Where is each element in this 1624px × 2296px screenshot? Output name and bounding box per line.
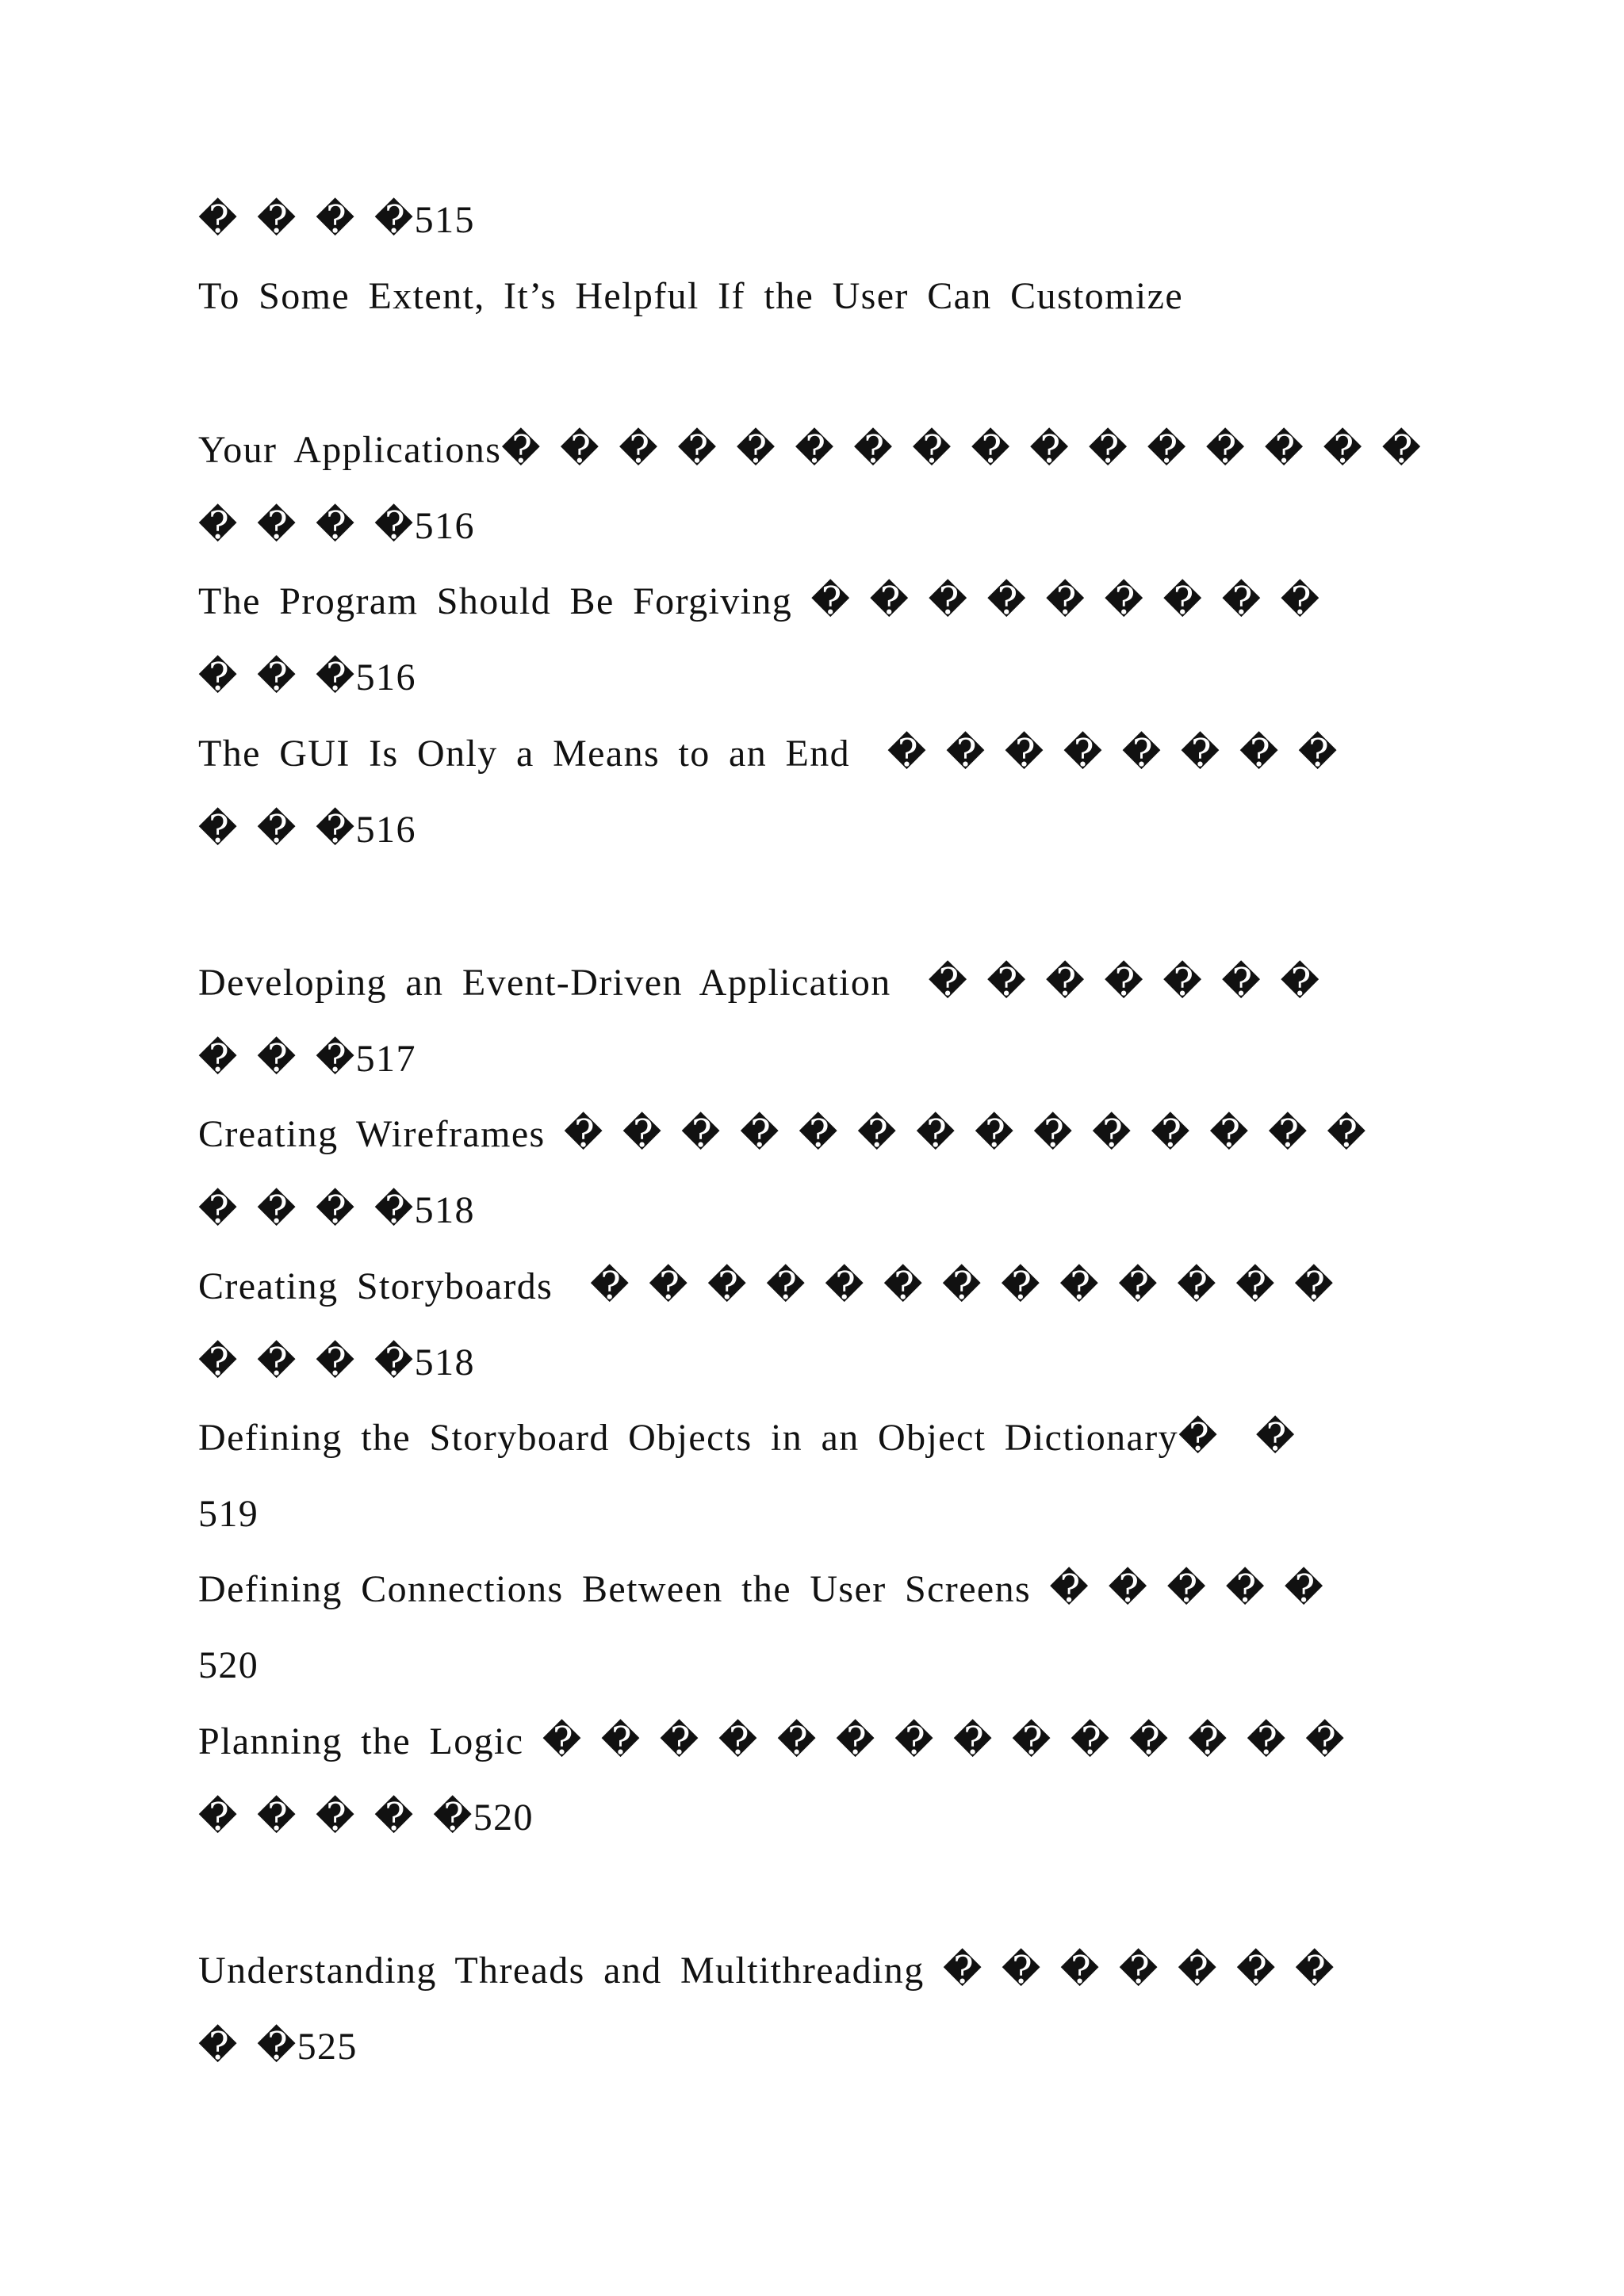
toc-entry-line: The Program Should Be Forgiving � � � � � � � � �: [198, 580, 1321, 622]
toc-entry-line: Understanding Threads and Multithreading � � � � � � �: [198, 1950, 1335, 1992]
toc-page-number-line: 519: [198, 1493, 259, 1535]
toc-entry-line: Your Applications� � � � � � � � � � � � � � � �: [198, 429, 1423, 471]
toc-page-number-line: � � � � �520: [198, 1797, 534, 1839]
toc-entry-line: To Some Extent, It’s Helpful If the User Can Customize: [198, 275, 1184, 317]
toc-page-number-line: � � �516: [198, 656, 416, 698]
toc-page-number-line: � � � �518: [198, 1341, 475, 1383]
toc-entry-line: Defining Connections Between the User Screens � � � � �: [198, 1568, 1325, 1610]
toc-entry-line: Planning the Logic � � � � � � � � � � � � � �: [198, 1720, 1346, 1762]
toc-entry-line: The GUI Is Only a Means to an End � � � � � � � �: [198, 733, 1339, 775]
toc-page-number-line: � � � �515: [198, 199, 475, 241]
toc-entry-line: Developing an Event-Driven Application � � � � � � �: [198, 962, 1321, 1004]
toc-page-number-line: � �525: [198, 2026, 358, 2068]
toc-entry-line: Creating Wireframes � � � � � � � � � � � � � �: [198, 1113, 1367, 1155]
toc-page-number-line: � � �516: [198, 809, 416, 851]
toc-entry-line: Creating Storyboards � � � � � � � � � � � � �: [198, 1265, 1335, 1307]
toc-entry-line: Defining the Storyboard Objects in an Object Dictionary� �: [198, 1417, 1297, 1459]
toc-page-number-line: 520: [198, 1644, 259, 1686]
toc-page-number-line: � � �517: [198, 1038, 416, 1080]
toc-page-number-line: � � � �518: [198, 1189, 475, 1231]
toc-page-number-line: � � � �516: [198, 505, 475, 547]
